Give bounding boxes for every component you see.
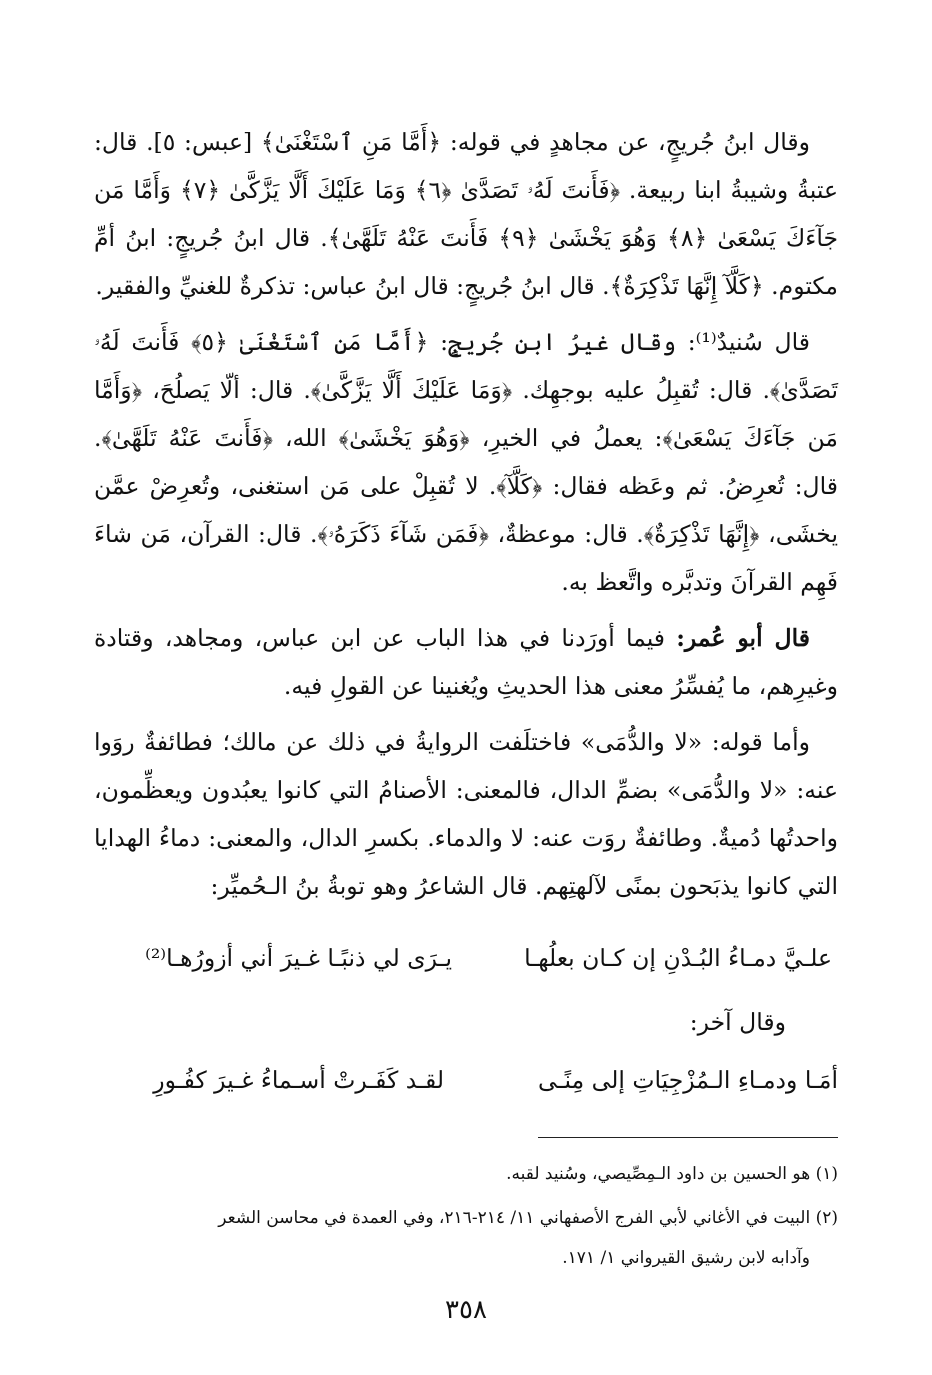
footnote-1: (١) هو الحسين بن داود الـمِصِّيصي، وسُنيد لقبه. [506, 1164, 838, 1184]
another-poet-label: وقال آخر: [689, 1008, 786, 1036]
verse-1-second-hemistich: يـرَى لي ذنبًـا غـيرَ أني أزورُهـا⁽²⁾ [145, 944, 452, 972]
verse-2-first-hemistich: أمَـا ودمـاءِ الـمُزْجِيَاتِ إلى مِنًـى [538, 1066, 838, 1094]
verse-1-first-hemistich: علـيَّ دمـاءُ البُـدْنِ إن كـان بعلُهـا [524, 944, 832, 972]
page-number: ٣٥٨ [445, 1295, 487, 1325]
paragraph-3-text: فيما أورَدنا في هذا الباب عن ابن عباس، ومجاهد، وقتادة وغيرِهم، ما يُفسِّرُ معنى هذا الحديثِ ويُغنينا عن القولِ فيه. [94, 624, 838, 700]
speaker-label: قال أبو عُمر: [676, 624, 811, 652]
verse-2-second-hemistich: لقـد كَفَـرتْ أسـماءُ غـيرَ كفُـورِ [153, 1066, 444, 1094]
footnote-separator [538, 1137, 838, 1138]
main-text [94, 118, 838, 910]
paragraph-4: وأما قوله: «لا والدُّمَى» فاختلَفت الروايةُ في ذلك عن مالك؛ فطائفةٌ روَوا عنه: «لا والدُّمَى» بضمِّ الدال، فالمعنى: الأصنامُ التي كانوا يعبُدون ويعظِّمون، واحدتُها دُميةٌ. وطائفةٌ روَت عنه: لا والدماء. بكسرِ الدال، والمعنى: دماءُ الهدايا التي كانوا يذبَحون بمنًى لآلهتِهم. قال الشاعرُ وهو توبةُ بنُ الـحُميِّر: [94, 728, 838, 900]
footnote-2-continuation: وآدابه لابن رشيق القيرواني ١/ ١٧١. [562, 1248, 810, 1268]
paragraph-3 [94, 614, 838, 710]
paragraph-1: وقال ابنُ جُريجٍ، عن مجاهدٍ في قوله: ﴿أَمَّا مَنِ ٱسْتَغْنَىٰ﴾ [عبس: ٥]. قال: عتبةُ وشيبةُ ابنا ربيعة. ﴿فَأَنتَ لَهُۥ تَصَدَّىٰ ﴿٦﴾ وَمَا عَلَيْكَ أَلَّا يَزَّكَّىٰ ﴿٧﴾ وَأَمَّا مَن جَآءَكَ يَسْعَىٰ ﴿٨﴾ وَهُوَ يَخْشَىٰ ﴿٩﴾ فَأَنتَ عَنْهُ تَلَهَّىٰ﴾. قال ابنُ جُريجٍ: ابنُ أمِّ مكتوم. ﴿كَلَّآ إِنَّهَا تَذْكِرَةٌ﴾. قال ابنُ جُريجٍ: قال ابنُ عباس: تذكرةٌ للغنيِّ والفقير. [94, 128, 839, 300]
paragraph-2: قال سُنيدٌ⁽¹⁾: وقال غيرُ ابنِ جُريجٍ: ﴿أَمَّا مَنِ ٱسْتَغْنَىٰ ﴿٥﴾ فَأَنتَ لَهُۥ تَصَدَّىٰ﴾. قال: تُقبِلُ عليه بوجهِك. ﴿وَمَا عَلَيْكَ أَلَّا يَزَّكَّىٰ﴾. قال: ألّا يَصلُحَ، ﴿وَأَمَّا مَن جَآءَكَ يَسْعَىٰ﴾: يعملُ في الخيرِ، ﴿وَهُوَ يَخْشَىٰ﴾ الله، ﴿فَأَنتَ عَنْهُ تَلَهَّىٰ﴾. قال: تُعرِضُ. ثم وعَظه فقال: ﴿كَلَّآ﴾. لا تُقبِلْ على مَن استغنى، وتُعرِضْ عمَّن يخشَى، ﴿إِنَّهَا تَذْكِرَةٌ﴾. قال: موعظةٌ، ﴿فَمَن شَآءَ ذَكَرَهُۥ﴾. قال: القرآن، مَن شاءَ فَهِم القرآنَ وتدبَّره واتَّعظ به. [94, 328, 838, 596]
footnote-2: (٢) البيت في الأغاني لأبي الفرج الأصفهاني ١١/ ٢١٤-٢١٦، وفي العمدة في محاسن الشعر [218, 1208, 838, 1228]
